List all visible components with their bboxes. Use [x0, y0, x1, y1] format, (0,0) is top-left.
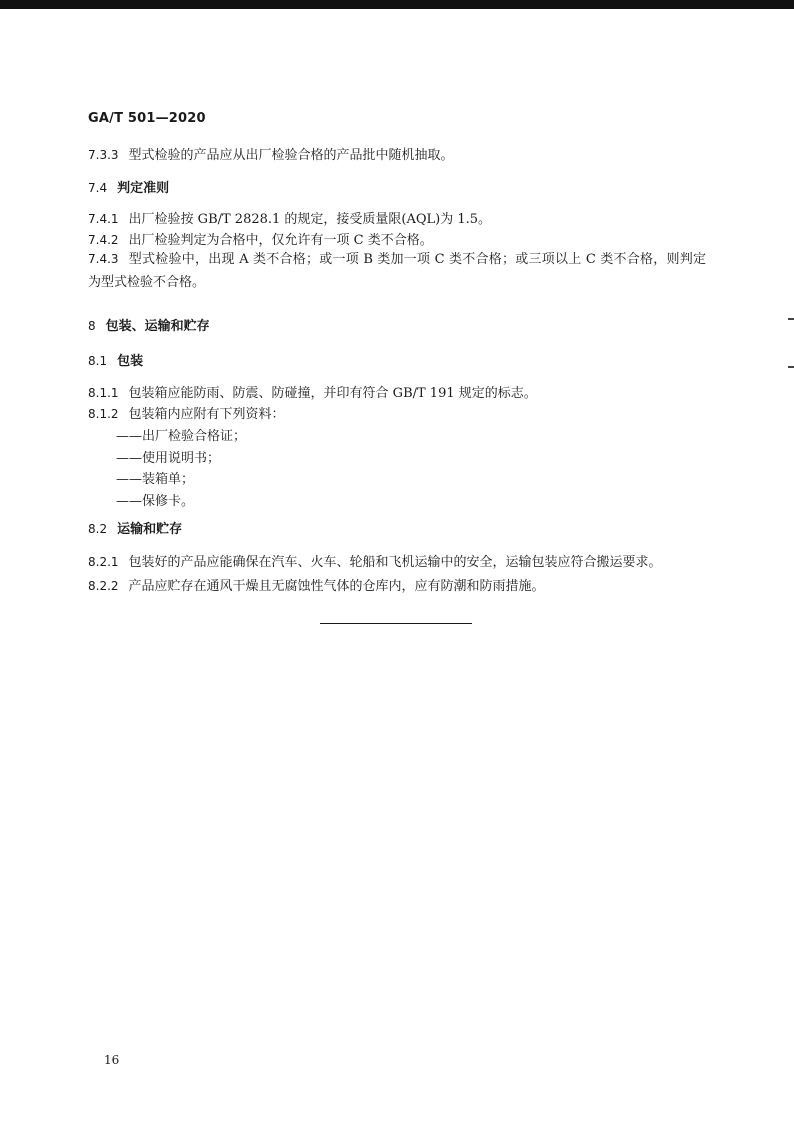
list-item: ——出厂检验合格证； [116, 429, 247, 444]
clause-number: 7.4.2 [88, 233, 119, 247]
clause-number: 8.2.1 [88, 555, 119, 569]
section-number: 8 [88, 319, 96, 333]
clause-8-2-1 [88, 554, 662, 571]
section-heading-8-1 [88, 353, 143, 370]
clause-8-1-1 [88, 385, 537, 402]
clause-text: 出厂检验判定为合格中，仅允许有一项 C 类不合格。 [128, 233, 433, 248]
clause-number: 7.4.1 [88, 212, 119, 226]
list-item: ——使用说明书； [116, 451, 221, 466]
section-title: 包装 [117, 354, 144, 369]
section-heading-8-2 [88, 521, 182, 538]
clause-text: 包装好的产品应能确保在汽车、火车、轮船和飞机运输中的安全，运输包装应符合搬运要求。 [128, 555, 662, 570]
clause-number: 8.1.2 [88, 407, 119, 421]
section-title: 运输和贮存 [117, 522, 183, 537]
clause-text: 包装箱内应附有下列资料： [128, 407, 285, 422]
clause-text: 型式检验的产品应从出厂检验合格的产品批中随机抽取。 [128, 148, 454, 163]
section-number: 8.1 [88, 354, 108, 368]
scan-edge-mark [788, 366, 794, 368]
section-heading-8 [88, 318, 210, 335]
standard-header: GA/T 501—2020 [88, 111, 206, 126]
scan-edge-mark [788, 318, 794, 320]
section-number: 7.4 [88, 181, 108, 195]
clause-number: 8.1.1 [88, 386, 119, 400]
page-number: 16 [104, 1053, 120, 1067]
clause-number: 8.2.2 [88, 579, 119, 593]
list-item: ——保修卡。 [116, 494, 195, 509]
clause-7-4-3 [88, 248, 706, 294]
clause-text: 出厂检验按 GB/T 2828.1 的规定，接受质量限(AQL)为 1.5。 [128, 212, 492, 227]
section-title: 包装、运输和贮存 [105, 319, 210, 334]
clause-7-3-3 [88, 147, 454, 164]
end-of-document-rule [320, 623, 472, 624]
clause-text: 包装箱应能防雨、防震、防碰撞，并印有符合 GB/T 191 规定的标志。 [128, 386, 537, 401]
section-number: 8.2 [88, 522, 108, 536]
clause-7-4-1 [88, 211, 491, 228]
section-heading-7-4 [88, 180, 169, 197]
section-title: 判定准则 [117, 181, 170, 196]
clause-number: 7.4.3 [88, 252, 119, 266]
list-item: ——装箱单； [116, 472, 195, 487]
clause-8-1-2 [88, 406, 285, 423]
clause-8-2-2 [88, 578, 545, 595]
clause-7-4-2 [88, 232, 433, 249]
clause-text: 产品应贮存在通风干燥且无腐蚀性气体的仓库内，应有防潮和防雨措施。 [128, 579, 545, 594]
clause-text: 型式检验中，出现 A 类不合格；或一项 B 类加一项 C 类不合格；或三项以上 C 类不合格，则判定为型式检验不合格。 [88, 252, 706, 290]
clause-number: 7.3.3 [88, 148, 119, 162]
